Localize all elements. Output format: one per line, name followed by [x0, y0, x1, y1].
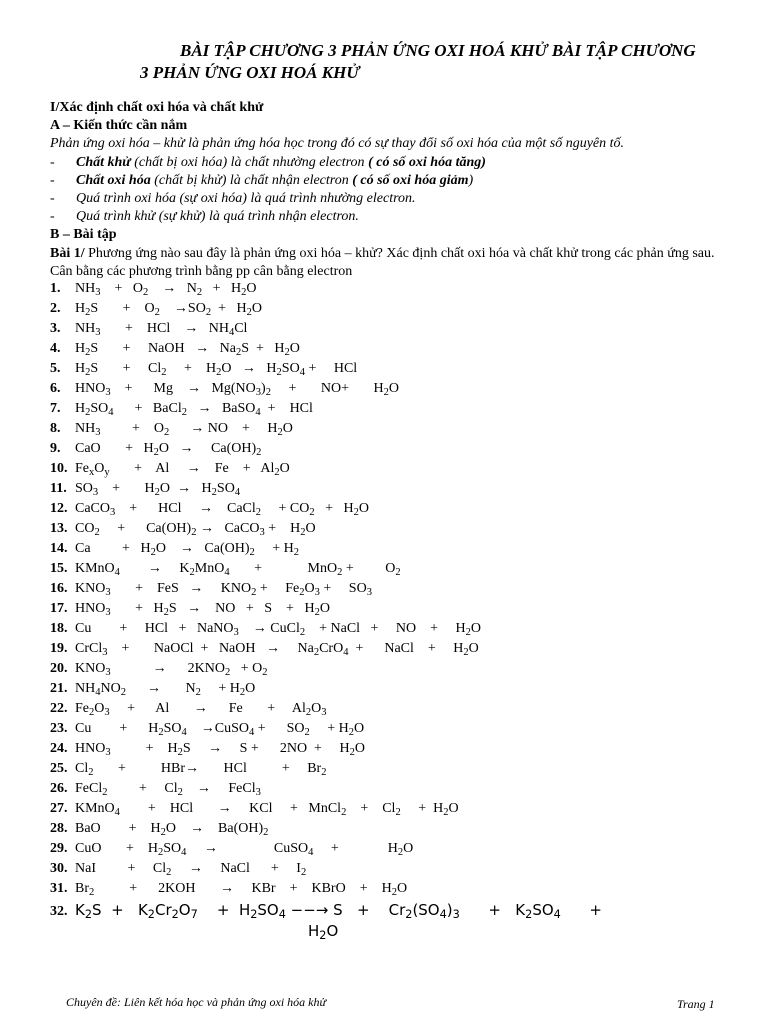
equation-text: $Fe_xO_y$ + Al → Fe + $Al_2O$ — [75, 461, 290, 478]
equation-number: 17. — [50, 601, 68, 616]
equation-row — [50, 359, 750, 379]
equation-row — [50, 299, 750, 319]
equation-row — [50, 419, 750, 439]
equation-text: $Br_2$ + 2KOH → KBr + KBrO + $H_2O$ — [75, 881, 408, 898]
equation-row — [50, 839, 750, 859]
equation-number: 23. — [50, 721, 68, 736]
equation-text: KMnO$_4$ → $K_2MnO_4$ + MnO$_2$ + $O_2$ — [75, 561, 401, 578]
equation-number: 15. — [50, 561, 68, 576]
equation-text: $NH_3$ + $O_2$ → $N_2 + H_2O$ — [75, 281, 257, 298]
equation-text: BaO + $H_2O$ → $Ba(OH)_2$ — [75, 821, 269, 838]
equation-number: 26. — [50, 781, 68, 796]
equation-text: $NH_3$ + HCl → $NH_4Cl$ — [75, 321, 248, 338]
equation-text: $KNO_3$ + FeS → $KNO_2$ + $Fe_2O_3$ + $SO_3$ — [75, 581, 372, 598]
equation-number: 24. — [50, 741, 68, 756]
equation-text: FeCl$_2$ + $Cl_2$ → FeCl$_3$ — [75, 781, 261, 798]
equation-row — [50, 899, 750, 921]
equation-row — [50, 659, 750, 679]
equation-number: 2. — [50, 301, 61, 316]
equation-number: 6. — [50, 381, 61, 396]
equation-text: NaI + $Cl_2$ → NaCl + $I_2$ — [75, 861, 307, 878]
equation-row — [50, 619, 750, 639]
section-heading: I/Xác định chất oxi hóa và chất khử — [50, 100, 264, 115]
equation-row — [50, 699, 750, 719]
equation-number: 25. — [50, 761, 68, 776]
equation-list — [50, 279, 750, 941]
equation-row — [50, 679, 750, 699]
section-intro — [50, 99, 740, 281]
equation-row — [50, 759, 750, 779]
equation-row — [50, 499, 750, 519]
page-number: Trang 1 — [677, 997, 715, 1011]
equation-number: 9. — [50, 441, 61, 456]
equation-row — [50, 459, 750, 479]
equation-text: $Cl_2$ + HBr→ HCl + $Br_2$ — [75, 761, 327, 778]
bullet-item: - Quá trình khử (sự khử) là quá trình nhận electron. — [50, 209, 359, 225]
equation-text: $H_2SO_4$ + BaCl$_2$ → BaSO$_4$ + HCl — [75, 401, 313, 418]
equation-number: 20. — [50, 661, 68, 676]
equation-number: 14. — [50, 541, 68, 556]
definition-text: Phản ứng oxi hóa – khử là phản ứng hóa học trong đó có sự thay đổi số oxi hóa của một số nguyên tố. — [50, 136, 625, 152]
equation-row — [50, 379, 750, 399]
equation-number: 28. — [50, 821, 68, 836]
equation-number: 19. — [50, 641, 68, 656]
equation-text: $KNO_3$ → $2KNO_2 + O_2$ — [75, 661, 268, 678]
equation-row — [50, 639, 750, 659]
equation-text: CaO + $H_2O$ → $Ca(OH)_2$ — [75, 441, 262, 458]
equation-number: 10. — [50, 461, 68, 476]
equation-text: CaCO$_3$ + HCl → CaCl$_2$ + $CO_2 + H_2O$ — [75, 501, 369, 518]
equation-row — [50, 559, 750, 579]
equation-text: $Fe_2O_3$ + Al → Fe + $Al_2O_3$ — [75, 701, 327, 718]
equation-number: 22. — [50, 701, 68, 716]
bullet-item: - Quá trình oxi hóa (sự oxi hóa) là quá trình nhường electron. — [50, 191, 416, 207]
equation-continuation: $H_2O$ — [308, 922, 339, 942]
equation-number: 5. — [50, 361, 61, 376]
equation-row — [50, 399, 750, 419]
equation-row — [50, 739, 750, 759]
equation-text: $CO_2$ + $Ca(OH)_2$ → CaCO$_3$ + $H_2O$ — [75, 521, 316, 538]
part-a-heading: A – Kiến thức cần nắm — [50, 118, 188, 134]
equation-row — [50, 859, 750, 879]
equation-row — [50, 819, 750, 839]
equation-row — [50, 599, 750, 619]
equation-text: $H_2S$ + $Cl_2$ + $H_2O \to H_2SO_4$ + HCl — [75, 361, 358, 378]
equation-row — [50, 339, 750, 359]
page-title — [140, 40, 740, 84]
equation-number: 1. — [50, 281, 61, 296]
equation-text: $H_2S$ + $O_2$ $\to SO_2 + H_2O$ — [75, 301, 262, 318]
equation-number: 29. — [50, 841, 68, 856]
footer-topic: Chuyên đề: Liên kết hóa học và phản ứng oxi hóa khử — [66, 995, 327, 1009]
part-b-heading: B – Bài tập — [50, 227, 117, 243]
equation-text: CuO + $H_2SO_4$ → CuSO$_4$ + $H_2O$ — [75, 841, 414, 858]
equation-text: Ca + $H_2O$ → $Ca(OH)_2$ + $H_2$ — [75, 541, 300, 558]
equation-text: $K_2S + K_2Cr_2O_7$ + $H_2SO_4$ −−→ S + $Cr_2(SO_4)_3$ + $K_2SO_4$ + — [75, 901, 603, 921]
equation-row — [50, 879, 750, 899]
equation-number: 30. — [50, 861, 68, 876]
equation-row — [50, 539, 750, 559]
equation-row — [50, 279, 750, 299]
equation-text: Cu + $H_2SO_4$ →CuSO$_4$ + $SO_2$ + $H_2O$ — [75, 721, 365, 738]
equation-text: $HNO_3$ + $H_2S$ → S + 2NO + $H_2O$ — [75, 741, 365, 758]
equation-number: 18. — [50, 621, 68, 636]
equation-number: 32. — [50, 904, 68, 919]
equation-row — [50, 779, 750, 799]
equation-row — [50, 439, 750, 459]
equation-text: Cu + HCl + NaNO$_3$ → CuCl$_2$ + NaCl + NO + $H_2O$ — [75, 621, 482, 638]
equation-row — [50, 519, 750, 539]
title-line-2: 3 PHẢN ỨNG OXI HOÁ KHỬ — [140, 63, 360, 82]
equation-text: $SO_3$ + $H_2O \to H_2SO_4$ — [75, 481, 241, 498]
equation-text: $HNO_3$ + $H_2S$ → NO + S + $H_2O$ — [75, 601, 330, 618]
equation-number: 3. — [50, 321, 61, 336]
equation-number: 31. — [50, 881, 68, 896]
equation-row — [50, 479, 750, 499]
equation-number: 4. — [50, 341, 61, 356]
equation-number: 11. — [50, 481, 67, 496]
equation-text: KMnO$_4$ + HCl → KCl + MnCl$_2$ + $Cl_2$ + $H_2O$ — [75, 801, 459, 818]
equation-number: 27. — [50, 801, 68, 816]
exercise-prompt: Bài 1/ Phương ứng nào sau đây là phản ứng oxi hóa – khử? Xác định chất oxi hóa và chất khử trong các phản ứng sau. Cân bằng các phương trình bằng pp cân bằng electron — [50, 245, 715, 279]
equation-text: $HNO_3$ + Mg → $Mg(NO_3)_2$ + NO+ $H_2O$ — [75, 381, 399, 398]
equation-text: CrCl$_3$ + NaOCl + NaOH → $Na_2CrO_4$ + NaCl + $H_2O$ — [75, 641, 479, 658]
equation-text: $NH_3$ + $O_2$ → NO + $H_2O$ — [75, 421, 293, 438]
title-line-1: BÀI TẬP CHƯƠNG 3 PHẢN ỨNG OXI HOÁ KHỬ BÀI TẬP CHƯƠNG — [180, 41, 696, 60]
equation-number: 21. — [50, 681, 68, 696]
equation-text: $H_2S$ + NaOH → $Na_2S + H_2O$ — [75, 341, 300, 358]
equation-number: 16. — [50, 581, 68, 596]
equation-number: 13. — [50, 521, 68, 536]
equation-number: 12. — [50, 501, 68, 516]
equation-row — [50, 579, 750, 599]
equation-number: 7. — [50, 401, 61, 416]
equation-row — [50, 719, 750, 739]
equation-text: $NH_4NO_2$ → $N_2$ + $H_2O$ — [75, 681, 256, 698]
bullet-item: - Chất khử (chất bị oxi hóa) là chất nhường electron ( có số oxi hóa tăng) — [50, 154, 486, 170]
bullet-item: - Chất oxi hóa (chất bị khử) là chất nhận electron ( có số oxi hóa giảm) — [50, 172, 474, 188]
equation-number: 8. — [50, 421, 61, 436]
equation-row — [50, 799, 750, 819]
equation-row — [50, 319, 750, 339]
